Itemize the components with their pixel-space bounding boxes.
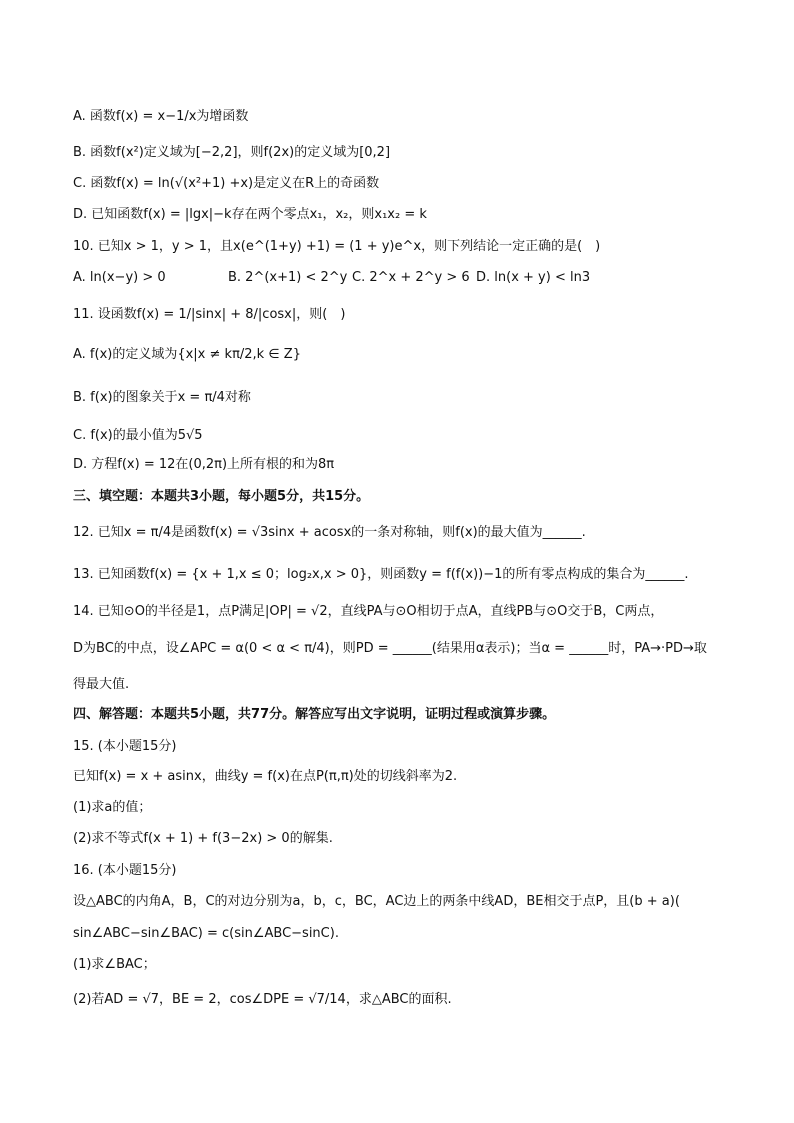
q9-option-c: C. 函数f(x) = ln(√(x²+1) +x)是定义在R上的奇函数 [73,176,380,191]
q16-header: 16. (本小题15分) [73,863,177,878]
q10-option-b: B. 2^(x+1) < 2^y [228,270,348,285]
q9-option-d: D. 已知函数f(x) = |lgx|−k存在两个零点x₁，x₂，则x₁x₂ = k [73,207,427,222]
q11-option-a: A. f(x)的定义域为{x|x ≠ kπ/2,k ∈ Z} [73,347,301,362]
q16-stem-line-2: sin∠ABC−sin∠BAC) = c(sin∠ABC−sinC). [73,926,339,941]
q13-text: 13. 已知函数f(x) = {x + 1,x ≤ 0；log₂x,x > 0}，则函数y = f(f(x))−1的所有零点构成的集合为______. [73,567,689,582]
q16-part-1: (1)求∠BAC； [73,957,156,972]
q15-stem: 已知f(x) = x + asinx，曲线y = f(x)在点P(π,π)处的切线斜率为2. [73,769,458,784]
q15-part-2: (2)求不等式f(x + 1) + f(3−2x) > 0的解集. [73,831,333,846]
q10-stem: 10. 已知x > 1，y > 1，且x(e^(1+y) +1) = (1 + y)e^x，则下列结论一定正确的是( ) [73,239,601,254]
q9-option-b: B. 函数f(x²)定义域为[−2,2]，则f(2x)的定义域为[0,2] [73,145,391,160]
q10-option-d: D. ln(x + y) < ln3 [476,270,591,285]
q11-option-b: B. f(x)的图象关于x = π/4对称 [73,390,251,405]
q15-part-1: (1)求a的值； [73,800,152,815]
q14-line-1: 14. 已知⊙O的半径是1，点P满足|OP| = √2，直线PA与⊙O相切于点A，直线PB与⊙O交于B，C两点， [73,604,664,619]
q16-part-2: (2)若AD = √7，BE = 2，cos∠DPE = √7/14，求△ABC的面积. [73,992,452,1007]
q14-line-3: 得最大值. [73,677,130,692]
section-fill-in-heading: 三、填空题：本题共3小题，每小题5分，共15分。 [73,489,370,504]
q11-stem: 11. 设函数f(x) = 1/|sinx| + 8/|cosx|，则( ) [73,307,346,322]
q10-option-a: A. ln(x−y) > 0 [73,270,166,285]
q14-line-2: D为BC的中点，设∠APC = α(0 < α < π/4)，则PD = ______(结果用α表示)；当α = ______时，PA→·PD→取 [73,641,707,656]
q16-stem-line-1: 设△ABC的内角A，B，C的对边分别为a，b，c，BC，AC边上的两条中线AD，BE相交于点P，且(b + a)( [73,894,680,909]
q11-option-c: C. f(x)的最小值为5√5 [73,428,203,443]
q15-header: 15. (本小题15分) [73,739,177,754]
q10-option-c: C. 2^x + 2^y > 6 [352,270,470,285]
q9-option-a: A. 函数f(x) = x−1/x为增函数 [73,109,249,124]
q12-text: 12. 已知x = π/4是函数f(x) = √3sinx + acosx的一条对称轴，则f(x)的最大值为______. [73,525,586,540]
q11-option-d: D. 方程f(x) = 12在(0,2π)上所有根的和为8π [73,457,335,472]
section-answer-heading: 四、解答题：本题共5小题，共77分。解答应写出文字说明，证明过程或演算步骤。 [73,707,556,722]
